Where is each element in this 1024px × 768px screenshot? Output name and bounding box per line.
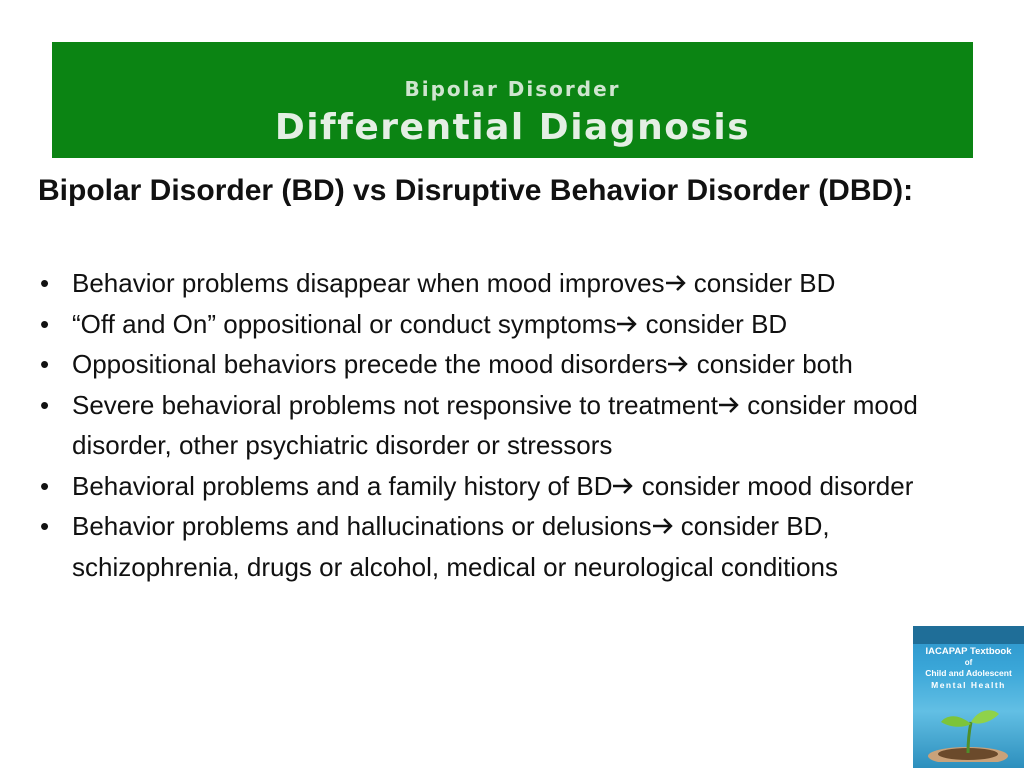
book-cover-title-line2: of	[964, 658, 973, 667]
book-cover-title-line1: IACAPAP Textbook	[925, 646, 1012, 657]
bullet-text	[72, 466, 968, 507]
bullet-dot: •	[40, 470, 50, 501]
right-arrow-icon	[616, 315, 638, 333]
right-arrow-icon	[612, 477, 634, 495]
bullet-dot: •	[40, 308, 50, 339]
book-cover-title-line4: Mental Health	[931, 680, 1006, 690]
section-heading: Bipolar Disorder (BD) vs Disruptive Behavior Disorder (DBD):	[38, 174, 914, 207]
bullet-item	[38, 385, 968, 466]
bullet-text-conclusion: consider both	[689, 349, 853, 379]
bullet-text-main: Behavior problems and hallucinations or delusions	[72, 511, 652, 541]
slide-subtitle: Bipolar Disorder	[404, 77, 621, 101]
bullet-text-conclusion: consider BD	[638, 308, 788, 339]
title-banner	[52, 42, 973, 158]
bullet-text	[72, 263, 968, 304]
bullet-text	[72, 385, 968, 466]
bullet-text-conclusion: consider mood disorder, other psychiatric disorder or stressors	[72, 389, 918, 460]
bullet-text-main: Severe behavioral problems not responsive to treatment	[72, 389, 719, 420]
bullet-dot: •	[40, 511, 50, 541]
right-arrow-icon	[667, 355, 689, 373]
bullet-item	[38, 506, 968, 587]
seedling-icon	[921, 706, 1016, 762]
bullet-text-main: Oppositional behaviors precede the mood disorders	[72, 349, 668, 379]
bullet-dot: •	[40, 349, 50, 379]
slide-title: Differential Diagnosis	[274, 107, 751, 148]
book-cover-top-strip	[913, 626, 1024, 644]
right-arrow-icon	[652, 517, 674, 535]
bullet-item	[38, 344, 968, 385]
right-arrow-icon	[718, 396, 740, 414]
right-arrow-icon	[665, 274, 687, 292]
bullet-item	[38, 263, 968, 304]
bullet-text	[72, 344, 968, 385]
bullet-text-main: Behavioral problems and a family history of BD	[72, 470, 613, 501]
textbook-cover-image	[913, 626, 1024, 768]
bullet-text	[72, 304, 968, 345]
bullet-text-conclusion: consider mood disorder	[634, 470, 914, 501]
bullet-text-conclusion: consider BD, schizophrenia, drugs or alcohol, medical or neurological conditions	[72, 511, 838, 582]
bullet-item	[38, 304, 968, 345]
bullet-text-main: “Off and On” oppositional or conduct symptoms	[72, 308, 617, 339]
bullet-text-main: Behavior problems disappear when mood improves	[72, 268, 665, 298]
bullet-text	[72, 506, 838, 587]
bullet-list	[38, 263, 968, 587]
bullet-text-conclusion: consider BD	[686, 268, 836, 298]
bullet-dot: •	[40, 268, 50, 298]
book-cover-title-line3: Child and Adolescent	[925, 668, 1012, 678]
bullet-dot: •	[40, 389, 50, 420]
bullet-item	[38, 466, 968, 507]
